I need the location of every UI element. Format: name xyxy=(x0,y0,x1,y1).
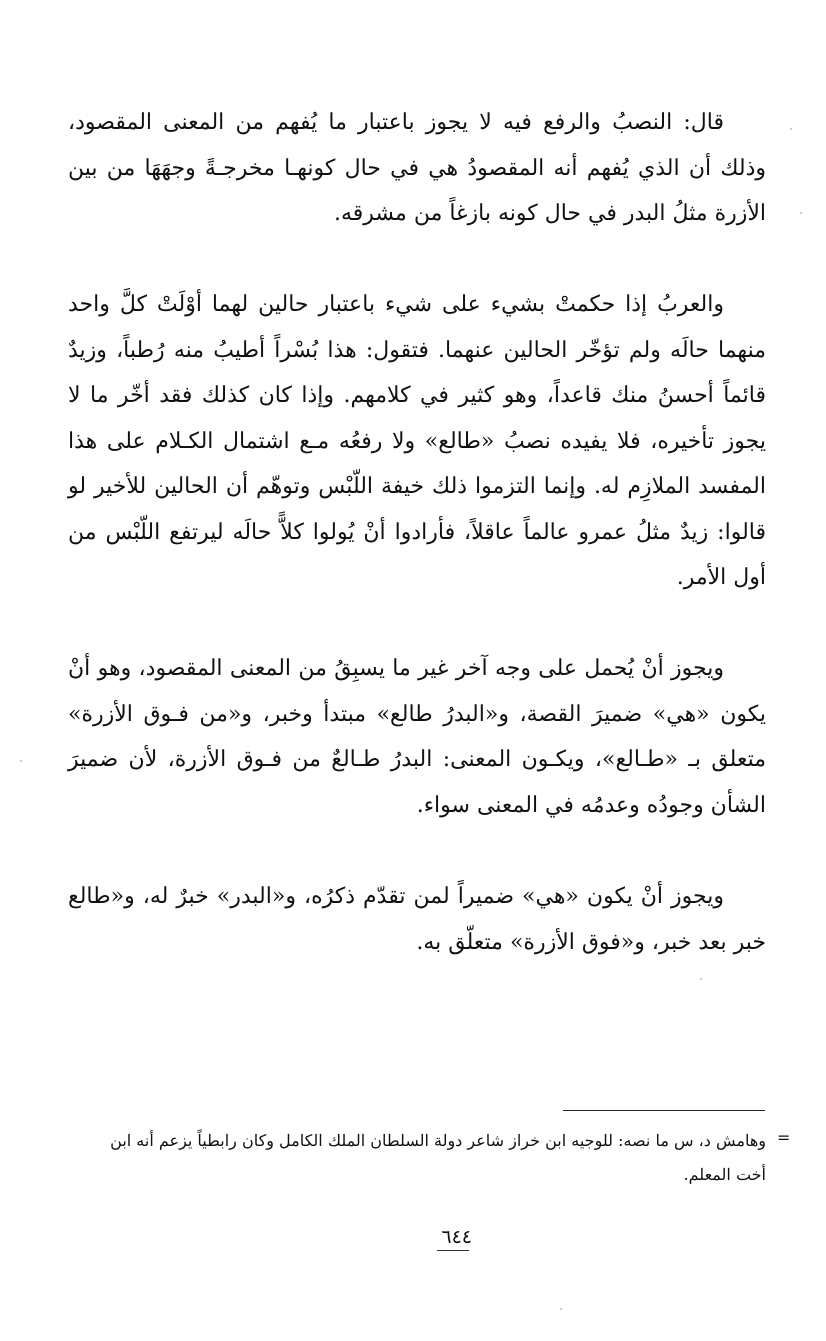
footnote-separator xyxy=(563,1110,765,1111)
footnote-text: وهامش د، س ما نصه: للوجيه ابن خراز شاعر دولة السلطان الملك الكامل وكان رابطياً يزعم أنه ابن أخت المعلم. xyxy=(110,1131,766,1184)
page-number: ٦٤٤ xyxy=(441,1226,472,1248)
page-number-underline xyxy=(437,1250,469,1251)
paragraph-1: قال: النصبُ والرفع فيه لا يجوز باعتبار ما يُفهم من المعنى المقصود، وذلك أن الذي يُفهم أنه المقصودُ هي في حال كونهـا مخرجـةً وجهَهَا من بين الأزرة مثلُ البدر في حال كونه بازغاً من مشرقه. xyxy=(68,110,766,226)
scan-speck xyxy=(790,128,792,130)
paragraph-2: والعربُ إذا حكمتْ بشيء على شيء باعتبار حالين لهما أوْلَتْ كلَّ واحد منهما حالَه ولم تؤخّر الحالين عنهما. فتقول: هذا بُسْراً أطيبُ منه رُطباً، وزيدٌ قائماً أحسنُ منك قاعداً، وهو كثير في كلامهم. وإذا كان كذلك فقد أخّر ما لا يجوز تأخيره، فلا يفيده نصبُ «طالع» ولا رفعُه مـع اشتمال الكـلام على هذا المفسد الملازِم له. وإنما التزموا ذلك خيفة اللّبْس وتوهّم أن الحالين للأخير لو قالوا: زيدٌ مثلُ عمرو عالماً عاقلاً، فأرادوا أنْ يُولوا كلاًّ حالَه ليرتفع اللّبْس من أول الأمر. xyxy=(68,292,766,590)
scan-speck xyxy=(700,978,702,980)
footnote-marker: = xyxy=(777,1128,791,1147)
paragraph-4: ويجوز أنْ يكون «هي» ضميراً لمن تقدّم ذكرُه، و«البدر» خبرٌ له، و«طالع خبر بعد خبر، و«فوق الأزرة» متعلّق به. xyxy=(68,884,766,955)
scan-speck xyxy=(560,1308,562,1310)
scan-speck xyxy=(20,760,22,762)
paragraph-3: ويجوز أنْ يُحمل على وجه آخر غير ما يسبِقُ من المعنى المقصود، وهو أنْ يكون «هي» ضميرَ القصة، و«البدرُ طالع» مبتدأ وخبر، و«من فـوق الأزرة» متعلق بـ «طـالع»، ويكـون المعنى: البدرُ طـالعٌ من فـوق الأزرة، لأن ضميرَ الشأن وجودُه وعدمُه في المعنى سواء. xyxy=(68,656,766,818)
scan-speck xyxy=(800,212,802,214)
